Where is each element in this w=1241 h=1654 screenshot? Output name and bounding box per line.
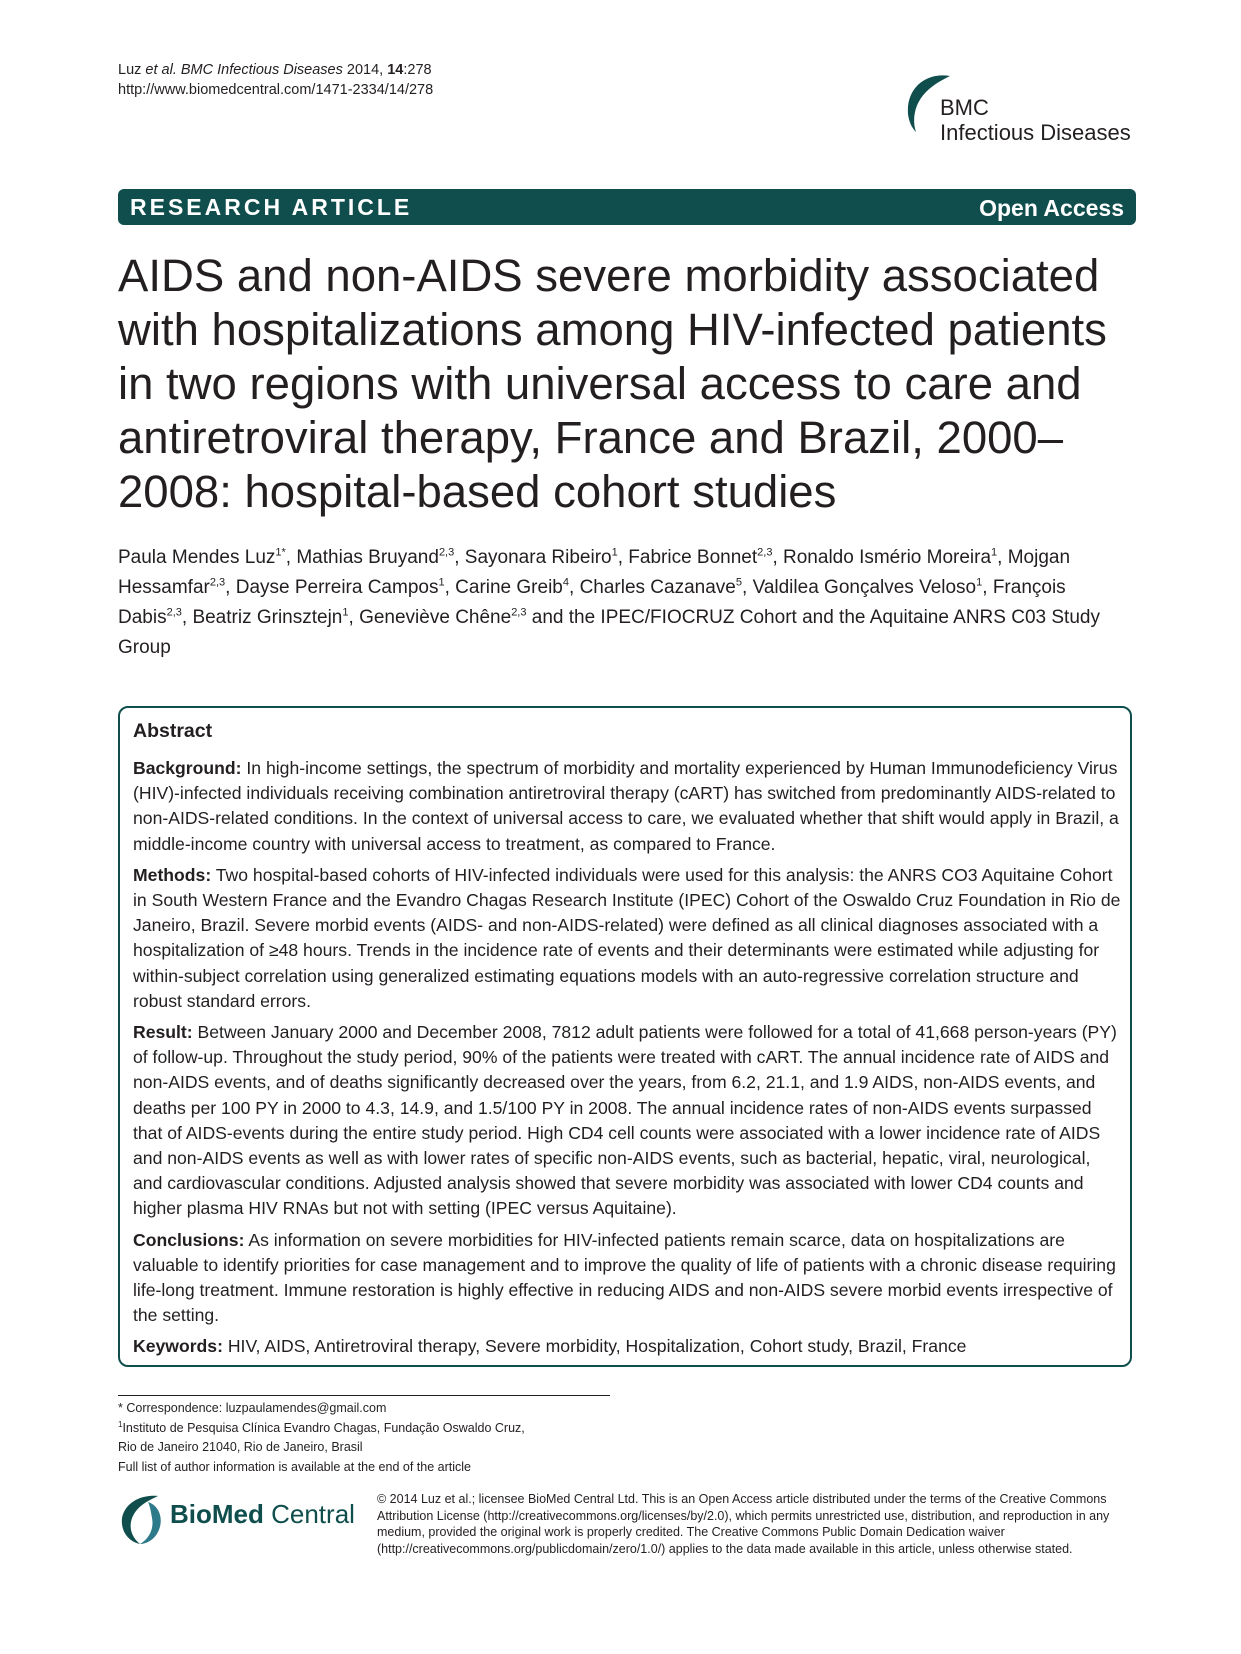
abstract-heading: Abstract [133, 720, 213, 742]
author-separator: , [569, 577, 580, 598]
citation-header [118, 60, 433, 100]
author-item [296, 547, 464, 568]
author-name[interactable]: Dayse Perreira Campos [235, 577, 439, 598]
author-name[interactable]: Mathias Bruyand [296, 547, 439, 568]
author-separator: , [454, 547, 465, 568]
author-list [118, 543, 1128, 663]
author-item [359, 607, 532, 628]
author-item [465, 547, 629, 568]
author-name[interactable]: Carine Greib [455, 577, 563, 598]
citation-page: :278 [403, 62, 432, 78]
author-name[interactable]: Paula Mendes Luz [118, 547, 276, 568]
journal-logo-bmc: BMC [940, 95, 989, 120]
author-separator: , [982, 577, 993, 598]
author-separator: , [181, 607, 193, 628]
author-name[interactable]: Sayonara Ribeiro [464, 547, 612, 568]
journal-logo-name: Infectious Diseases [940, 120, 1131, 145]
citation-journal: BMC Infectious Diseases [180, 62, 343, 78]
biomed-central-logo [118, 1490, 358, 1546]
author-name[interactable]: Ronaldo Ismério Moreira [783, 547, 992, 568]
author-affiliation-sup: 1 [976, 576, 983, 589]
author-name[interactable]: Valdilea Gonçalves Veloso [752, 577, 977, 598]
citation-etal: et al. [145, 62, 177, 78]
open-access-label: Open Access [979, 195, 1124, 221]
author-item [455, 577, 579, 598]
article-title: AIDS and non-AIDS severe morbidity associated with hospitalizations among HIV-infected patients in two regions with universal access to care and antiretroviral therapy, France and Brazil, 2000–2008: hospital-based cohort studies [118, 250, 1107, 517]
author-separator: , [348, 607, 360, 628]
author-affiliation-sup: 2,3 [511, 606, 527, 619]
methods-text: Two hospital-based cohorts of HIV-infected individuals were used for this analysis: the ANRS CO3 Aquitaine Cohort in South Western France and the Evandro Chagas Research Institute (IPEC) Cohort of the Oswaldo Cruz Foundation in Rio de Janeiro, Brazil. Severe morbid events (AIDS- and non-AIDS-related) were defined as all clinical diagnoses associated with a hospitalization of ≥48 hours. Trends in the incidence rate of events and their determinants were estimated while adjusting for within-subject correlation using generalized estimating equations models with an auto-regressive correlation structure and robust standard errors. [133, 864, 1121, 1011]
author-affiliation-sup: 1 [438, 576, 445, 589]
footnote-divider [118, 1395, 610, 1396]
author-affiliation-sup: 1* [275, 546, 286, 559]
license-text: © 2014 Luz et al.; licensee BioMed Central Ltd. This is an Open Access article distributed under the terms of the Creative Commons Attribution License (http://creativecommons.org/licenses/by/2.0), which permits unrestricted use, distribution, and reproduction in any medium, provided the original work is properly credited. The Creative Commons Public Domain Dedication waiver (http://creativecommons.org/publicdomain/zero/1.0/) applies to the data made available in this article, unless otherwise stated. [377, 1492, 1110, 1556]
author-group: and the IPEC/FIOCRUZ Cohort and the Aquitaine ANRS C03 Study Group [118, 607, 1100, 658]
biomed-central-wordmark [170, 1499, 355, 1529]
citation-volume: 14 [387, 62, 404, 78]
author-name[interactable]: François Dabis [118, 577, 1066, 628]
correspondence: * Correspondence: luzpaulamendes@gmail.com [118, 1401, 387, 1415]
author-name[interactable]: Mojgan Hessamfar [118, 547, 1071, 598]
logo-bold: BioMed [170, 1499, 264, 1529]
keywords-label: Keywords: [133, 1336, 223, 1357]
author-name[interactable]: Charles Cazanave [579, 577, 736, 598]
author-affiliation-sup: 2,3 [209, 576, 226, 589]
affiliation-line-2: Rio de Janeiro 21040, Rio de Janeiro, Brasil [118, 1440, 363, 1454]
citation-year: 2014, [346, 62, 384, 78]
article-type: RESEARCH ARTICLE [130, 194, 413, 220]
author-name[interactable]: Beatriz Grinsztejn [192, 607, 343, 628]
author-separator: , [285, 547, 297, 568]
background-text: In high-income settings, the spectrum of morbidity and mortality experienced by Human Immunodeficiency Virus (HIV)-infected individuals receiving combination antiretroviral therapy (cART) has switched from predominantly AIDS-related to non-AIDS-related conditions. In the context of universal access to care, we evaluated whether that shift would apply in Brazil, a middle-income country with universal access to treatment, as compared to France. [133, 758, 1119, 854]
conclusions-text: As information on severe morbidities for HIV-infected patients remain scarce, data on hospitalizations are valuable to identify priorities for case management and to improve the quality of life of patients with a chronic disease requiring life-long treatment. Immune restoration is highly effective in reducing AIDS and non-AIDS severe morbid events irrespective of the setting. [133, 1229, 1116, 1326]
abstract-background [133, 756, 1123, 857]
author-item [783, 547, 1008, 568]
biomed-swirl-icon [118, 1490, 166, 1546]
author-separator: , [225, 577, 236, 598]
affiliation-text-1: Instituto de Pesquisa Clínica Evandro Chagas, Fundação Oswaldo Cruz, [122, 1420, 525, 1435]
abstract-result [133, 1020, 1123, 1222]
result-text: Between January 2000 and December 2008, 7812 adult patients were followed for a total of 41,668 person-years (PY) of follow-up. Throughout the study period, 90% of the patients were treated with cART. The annual incidence rate of AIDS and non-AIDS events, and of deaths significantly decreased over the years, from 6.2, 21.1, and 1.9 AIDS, non-AIDS events, and deaths per 100 PY in 2000 to 4.3, 14.9, and 1.5/100 PY in 2008. The annual incidence rates of non-AIDS events surpassed that of AIDS-events during the entire study period. High CD4 cell counts were associated with a lower incidence rate of AIDS and non-AIDS events as well as with lower rates of specific non-AIDS events, such as bacterial, hepatic, viral, neurological, and cardiovascular conditions. Adjusted analysis showed that severe morbidity was associated with lower CD4 counts and higher plasma HIV RNAs but not with setting (IPEC versus Aquitaine). [133, 1022, 1117, 1219]
author-affiliation-sup: 2,3 [757, 546, 773, 559]
abstract-methods [133, 863, 1123, 1014]
author-name[interactable]: Fabrice Bonnet [628, 547, 758, 568]
affiliation-line-1 [118, 1419, 525, 1439]
author-item [580, 577, 753, 598]
abstract-body [133, 756, 1123, 1366]
abstract-keywords [133, 1334, 1123, 1359]
author-affiliation-sup: 1 [991, 546, 998, 559]
logo-rest: Central [263, 1499, 355, 1529]
author-affiliation-sup: 5 [735, 576, 742, 589]
result-label: Result: [133, 1022, 193, 1043]
affiliation-sup: 1 [118, 1419, 123, 1429]
article-type-banner [118, 189, 1136, 225]
author-affiliation-sup: 2,3 [166, 606, 182, 619]
keywords-text: HIV, AIDS, Antiretroviral therapy, Severe morbidity, Hospitalization, Cohort study, Brazil, France [227, 1336, 967, 1357]
article-url[interactable]: http://www.biomedcentral.com/1471-2334/14/278 [118, 82, 434, 98]
author-affiliation-sup: 1 [342, 606, 349, 619]
full-author-info-note: Full list of author information is available at the end of the article [118, 1459, 471, 1474]
author-item [192, 607, 359, 628]
background-label: Background: [133, 758, 242, 778]
author-separator: , [742, 577, 753, 598]
author-separator: , [997, 547, 1008, 568]
methods-label: Methods: [133, 864, 212, 885]
author-affiliation-sup: 4 [562, 576, 569, 589]
author-separator: , [617, 547, 629, 568]
citation-authors: Luz [118, 62, 142, 78]
author-item [236, 577, 455, 598]
author-affiliation-sup: 1 [611, 546, 618, 559]
author-separator: , [772, 547, 784, 568]
abstract-conclusions [133, 1228, 1123, 1329]
footnotes [118, 1399, 525, 1477]
author-item [118, 547, 296, 568]
author-item [628, 547, 783, 568]
author-item [753, 577, 993, 598]
author-affiliation-sup: 2,3 [438, 546, 455, 559]
conclusions-label: Conclusions: [133, 1229, 245, 1250]
journal-logo [898, 70, 1138, 160]
citation-line [118, 60, 433, 80]
author-separator: , [444, 577, 456, 598]
author-name[interactable]: Geneviève Chêne [359, 607, 512, 628]
